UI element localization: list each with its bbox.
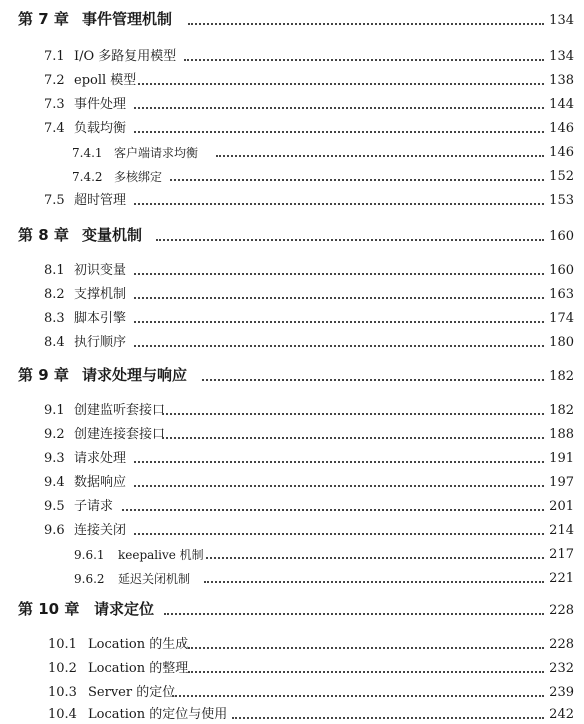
leader-dots — [162, 437, 544, 439]
section-title: 请求处理 — [74, 451, 127, 466]
chapter-title: 变量机制 — [82, 226, 143, 244]
page-number: 239 — [549, 685, 574, 700]
subsection-number: 7.4.1 — [72, 146, 103, 160]
leader-dots — [134, 485, 544, 487]
leader-dots — [232, 717, 544, 719]
section-number: 7.1 — [44, 49, 65, 64]
leader-dots — [184, 59, 544, 61]
subsection-number: 7.4.2 — [72, 170, 103, 184]
section-number: 9.3 — [44, 451, 65, 466]
chapter-title: 事件管理机制 — [82, 10, 173, 28]
section-title: Server 的定位 — [88, 685, 176, 700]
toc-chapter — [0, 224, 584, 246]
page-number: 134 — [549, 13, 574, 28]
leader-dots — [134, 273, 544, 275]
page-number: 163 — [549, 287, 574, 302]
leader-dots — [134, 297, 544, 299]
toc-subsection — [0, 566, 584, 588]
chapter-number: 第 9 章 — [18, 366, 69, 384]
subsection-number: 9.6.1 — [74, 548, 105, 562]
section-title: 创建连接套接口 — [74, 427, 166, 442]
section-number: 10.2 — [48, 661, 77, 676]
chapter-number: 第 7 章 — [18, 10, 69, 28]
toc-section — [0, 188, 584, 210]
toc-section — [0, 702, 584, 724]
page-number: 201 — [549, 499, 574, 514]
page-number: 188 — [549, 427, 574, 442]
page-number: 217 — [549, 547, 574, 562]
leader-dots — [202, 379, 544, 381]
leader-dots — [164, 613, 544, 615]
section-number: 10.1 — [48, 637, 77, 652]
page-number: 146 — [549, 145, 574, 160]
toc-subsection — [0, 542, 584, 564]
section-title: 事件处理 — [74, 97, 127, 112]
leader-dots — [188, 23, 544, 25]
page-number: 182 — [549, 403, 574, 418]
leader-dots — [172, 695, 544, 697]
section-number: 7.4 — [44, 121, 65, 136]
toc-chapter — [0, 8, 584, 30]
toc-section — [0, 494, 584, 516]
leader-dots — [162, 413, 544, 415]
section-number: 8.1 — [44, 263, 65, 278]
subsection-title: 客户端请求均衡 — [114, 146, 199, 160]
page-number: 182 — [549, 369, 574, 384]
section-title: 负载均衡 — [74, 121, 127, 136]
page-number: 144 — [549, 97, 574, 112]
leader-dots — [216, 155, 544, 157]
page-number: 174 — [549, 311, 574, 326]
section-title: Location 的生成 — [88, 637, 189, 652]
section-number: 9.5 — [44, 499, 65, 514]
page-number: 214 — [549, 523, 574, 538]
leader-dots — [188, 671, 544, 673]
toc-chapter — [0, 598, 584, 620]
section-number: 8.4 — [44, 335, 65, 350]
page-number: 138 — [549, 73, 574, 88]
section-title: 连接关闭 — [74, 523, 127, 538]
section-number: 7.5 — [44, 193, 65, 208]
page-number: 197 — [549, 475, 574, 490]
section-number: 10.4 — [48, 707, 77, 722]
section-title: Location 的整理 — [88, 661, 189, 676]
section-title: Location 的定位与使用 — [88, 707, 228, 722]
section-title: 支撑机制 — [74, 287, 127, 302]
toc-subsection — [0, 164, 584, 186]
chapter-number: 第 8 章 — [18, 226, 69, 244]
section-number: 8.2 — [44, 287, 65, 302]
toc-section — [0, 470, 584, 492]
section-title: I/O 多路复用模型 — [74, 49, 177, 64]
section-title: 创建监听套接口 — [74, 403, 166, 418]
page-number: 232 — [549, 661, 574, 676]
page-number: 191 — [549, 451, 574, 466]
section-title: 数据响应 — [74, 475, 127, 490]
page-number: 134 — [549, 49, 574, 64]
leader-dots — [134, 461, 544, 463]
leader-dots — [188, 647, 544, 649]
toc-section — [0, 680, 584, 702]
chapter-number: 第 10 章 — [18, 600, 80, 618]
chapter-title: 请求处理与响应 — [82, 366, 188, 384]
toc-section — [0, 330, 584, 352]
subsection-title: 延迟关闭机制 — [118, 572, 191, 586]
toc-section — [0, 446, 584, 468]
leader-dots — [134, 321, 544, 323]
toc-section — [0, 656, 584, 678]
toc-section — [0, 282, 584, 304]
page-number: 228 — [549, 603, 574, 618]
section-number: 9.6 — [44, 523, 65, 538]
toc-section — [0, 632, 584, 654]
section-number: 9.4 — [44, 475, 65, 490]
toc-section — [0, 306, 584, 328]
toc-section — [0, 68, 584, 90]
toc-subsection — [0, 140, 584, 162]
section-number: 9.2 — [44, 427, 65, 442]
leader-dots — [138, 83, 544, 85]
leader-dots — [134, 131, 544, 133]
toc-section — [0, 116, 584, 138]
leader-dots — [134, 345, 544, 347]
section-title: 执行顺序 — [74, 335, 127, 350]
page-number: 242 — [549, 707, 574, 722]
leader-dots — [204, 581, 544, 583]
toc-section — [0, 92, 584, 114]
toc-section — [0, 518, 584, 540]
subsection-title: 多核绑定 — [114, 170, 163, 184]
toc-section — [0, 422, 584, 444]
page-number: 160 — [549, 229, 574, 244]
section-number: 10.3 — [48, 685, 77, 700]
section-title: 脚本引擎 — [74, 311, 127, 326]
leader-dots — [170, 179, 544, 181]
leader-dots — [134, 107, 544, 109]
page-number: 180 — [549, 335, 574, 350]
page-number: 152 — [549, 169, 574, 184]
page-number: 146 — [549, 121, 574, 136]
section-title: 子请求 — [74, 499, 114, 514]
section-number: 7.3 — [44, 97, 65, 112]
leader-dots — [122, 509, 544, 511]
page-number: 221 — [549, 571, 574, 586]
subsection-number: 9.6.2 — [74, 572, 105, 586]
section-number: 9.1 — [44, 403, 65, 418]
section-number: 7.2 — [44, 73, 65, 88]
leader-dots — [134, 203, 544, 205]
section-title: epoll 模型 — [74, 73, 137, 88]
section-title: 超时管理 — [74, 193, 127, 208]
subsection-title: keepalive 机制 — [118, 548, 204, 562]
section-number: 8.3 — [44, 311, 65, 326]
page-number: 160 — [549, 263, 574, 278]
leader-dots — [206, 557, 544, 559]
toc-section — [0, 44, 584, 66]
leader-dots — [134, 533, 544, 535]
toc-chapter — [0, 364, 584, 386]
chapter-title: 请求定位 — [94, 600, 155, 618]
page-number: 153 — [549, 193, 574, 208]
page-number: 228 — [549, 637, 574, 652]
section-title: 初识变量 — [74, 263, 127, 278]
toc-section — [0, 258, 584, 280]
toc-section — [0, 398, 584, 420]
leader-dots — [156, 239, 544, 241]
